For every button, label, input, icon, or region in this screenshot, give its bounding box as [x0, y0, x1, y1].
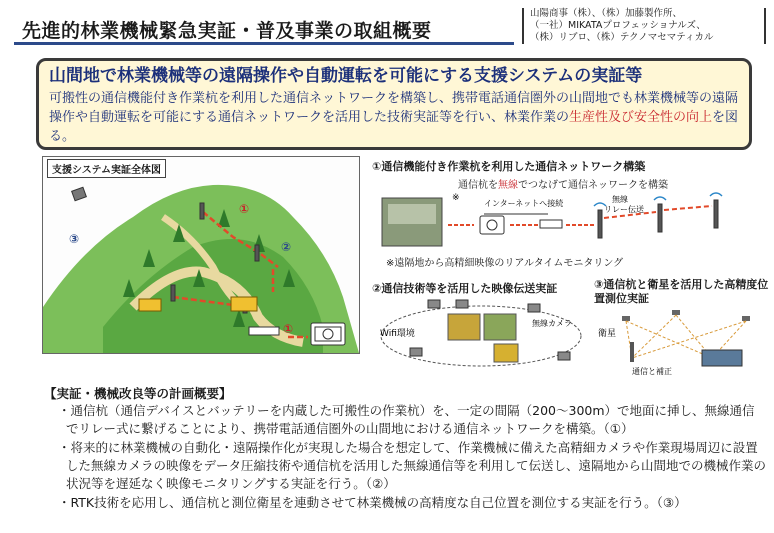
positioning-illustration — [592, 306, 764, 376]
p1-sub-b: でつなげて通信ネッワークを構築 — [518, 180, 668, 191]
summary-body — [49, 89, 739, 146]
org-line: 山陽商事（株）、（株）加藤製作所、 — [530, 8, 683, 19]
relay-label-1: 無線 — [612, 195, 628, 204]
summary-text: 可搬性の通信機能付き作業杭を利用した通信ネットワークを構築し、携帯電話通信圏外の山間地でも林業機械等の遠隔操作や自動運転を可能にする通信ネットワークを活用した技術実証等を行い、林業作業の — [49, 91, 739, 125]
marker-2: ② — [281, 240, 292, 254]
wifi-label: Wifi環境 — [380, 329, 415, 339]
network-illustration — [372, 188, 762, 254]
p1-sub-highlight: 無線 — [498, 180, 518, 191]
internet-label: インターネットへ接続 — [484, 199, 564, 208]
panel3-diagram — [592, 306, 764, 376]
panel2-title: ②通信技術等を活用した映像伝送実証 — [372, 282, 558, 295]
panel3-title: ③通信杭と衛星を活用した高精度位置測位実証 — [594, 278, 769, 305]
panel1-title: ①通信機能付き作業杭を利用した通信ネットワーク構築 — [372, 160, 646, 173]
panel1-diagram — [372, 188, 762, 254]
summary-text-end: を図る。 — [49, 110, 739, 144]
correction-label: 通信と補正 — [632, 367, 672, 376]
overview-label: 支援システム実証全体図 — [47, 159, 166, 178]
org-line: （株）リブロ、（株）テクノマセマティカル — [530, 32, 714, 43]
panel1-caption: ※遠隔地から高精細映像のリアルタイムモニタリング — [386, 258, 624, 269]
summary-highlight: 生産性及び安全性の向上 — [569, 110, 713, 125]
plan-item: ・将来的に林業機械の自動化・遠隔操作化が実現した場合を想定して、作業機械に備えた高精細カメラや作業現場周辺に設置した無線カメラの映像をデータ圧縮技術や通信杭を活用した無線通信等を利用して伝送し、遠隔地から山間地での機械作業の状況等を遅延なく映像モニタリングする実証を行う。（②） — [58, 440, 767, 491]
summary-heading: 山間地で林業機械等の遠隔操作や自動運転を可能にする支援システムの実証等 — [49, 66, 643, 86]
camera-label: 無線カメラ — [532, 319, 572, 328]
overview-map — [42, 156, 360, 354]
summary-box — [36, 58, 752, 150]
relay-label-2: リレー伝送 — [604, 205, 644, 214]
satellite-label: 衛星 — [598, 329, 617, 339]
marker-1: ① — [239, 202, 250, 216]
mountain-illustration — [43, 157, 359, 353]
plan-list — [58, 402, 766, 513]
title-underline — [14, 42, 514, 45]
marker-3: ③ — [69, 232, 80, 246]
panel1-asterisk: ※ — [452, 193, 460, 203]
plan-item: ・通信杭（通信デバイスとバッテリーを内蔵した可搬性の作業杭）を、一定の間隔（200～300m）で地面に挿し、無線通信でリレー式に繋げることにより、携帯電話通信圏外の山間地における通信ネットワークを構築。（①） — [58, 403, 755, 436]
plan-title: 【実証・機械改良等の計画概要】 — [44, 386, 232, 401]
organizations — [522, 8, 766, 44]
marker-1b: ① — [283, 322, 294, 336]
header — [14, 8, 764, 48]
p1-sub-a: 通信杭を — [458, 180, 498, 191]
plan-item: ・RTK技術を応用し、通信杭と測位衛星を連動させて林業機械の高精度な自己位置を測位する実証を行う。（③） — [58, 495, 687, 510]
org-line: （一社）MIKATAプロフェッショナルズ、 — [530, 20, 706, 31]
video-transmission-illustration — [378, 296, 584, 370]
page-title: 先進的林業機械緊急実証・普及事業の取組概要 — [22, 20, 432, 42]
panel2-diagram — [378, 296, 584, 370]
